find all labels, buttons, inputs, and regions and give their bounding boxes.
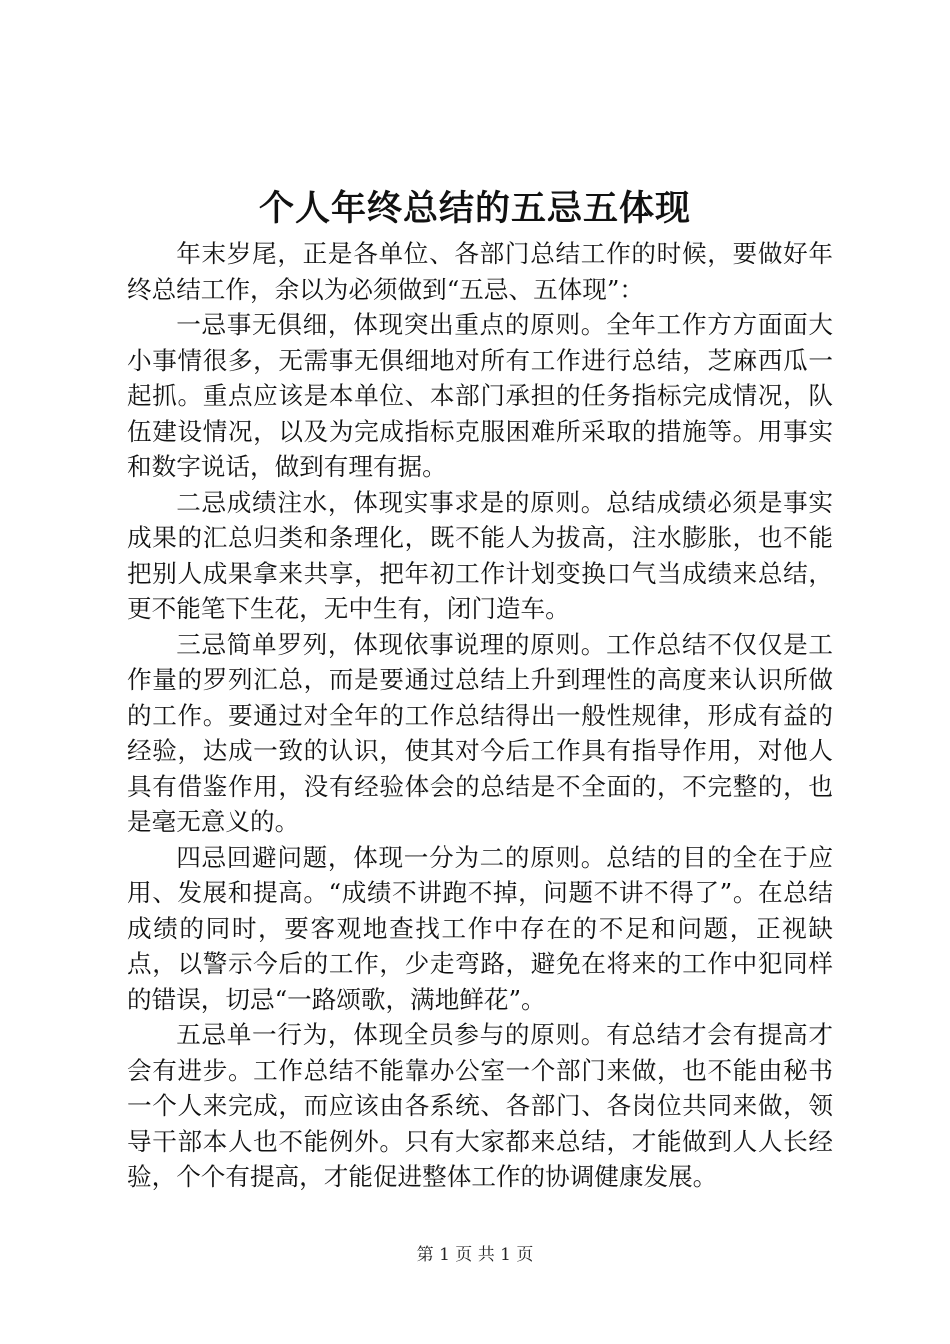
paragraph-two: 二忌成绩注水，体现实事求是的原则。总结成绩必须是事实成果的汇总归类和条理化，既不能人为拔高，注水膨胀，也不能把别人成果拿来共享，把年初工作计划变换口气当成绩来总结，更不能笔下生花，无中生有，闭门造车。 (127, 487, 833, 623)
paragraph-five: 五忌单一行为，体现全员参与的原则。有总结才会有提高才会有进步。工作总结不能靠办公室一个部门来做，也不能由秘书一个人来完成，而应该由各系统、各部门、各岗位共同来做，领导干部本人也不能例外。只有大家都来总结，才能做到人人长经验，个个有提高，才能促进整体工作的协调健康发展。 (127, 1020, 833, 1191)
page-footer: 第 1 页 共 1 页 (416, 1245, 534, 1265)
paragraph-intro: 年末岁尾，正是各单位、各部门总结工作的时候，要做好年终总结工作，余以为必须做到“五忌、五体现”： (127, 239, 833, 304)
document-title: 个人年终总结的五忌五体现 (258, 189, 691, 229)
document-body (127, 236, 833, 1195)
paragraph-four: 四忌回避问题，体现一分为二的原则。总结的目的全在于应用、发展和提高。“成绩不讲跑不掉，问题不讲不得了”。在总结成绩的同时，要客观地查找工作中存在的不足和问题，正视缺点，以警示今后的工作，少走弯路，避免在将来的工作中犯同样的错误，切忌“一路颂歌，满地鲜花”。 (127, 842, 833, 1014)
paragraph-three: 三忌简单罗列，体现依事说理的原则。工作总结不仅仅是工作量的罗列汇总，而是要通过总结上升到理性的高度来认识所做的工作。要通过对全年的工作总结得出一般性规律，形成有益的经验，达成一致的认识，使其对今后工作具有指导作用，对他人具有借鉴作用，没有经验体会的总结是不全面的，不完整的，也是毫无意义的。 (127, 629, 833, 836)
paragraph-one: 一忌事无俱细，体现突出重点的原则。全年工作方方面面大小事情很多，无需事无俱细地对所有工作进行总结，芝麻西瓜一起抓。重点应该是本单位、本部门承担的任务指标完成情况，队伍建设情况，以及为完成指标克服困难所采取的措施等。用事实和数字说话，做到有理有据。 (127, 310, 833, 481)
